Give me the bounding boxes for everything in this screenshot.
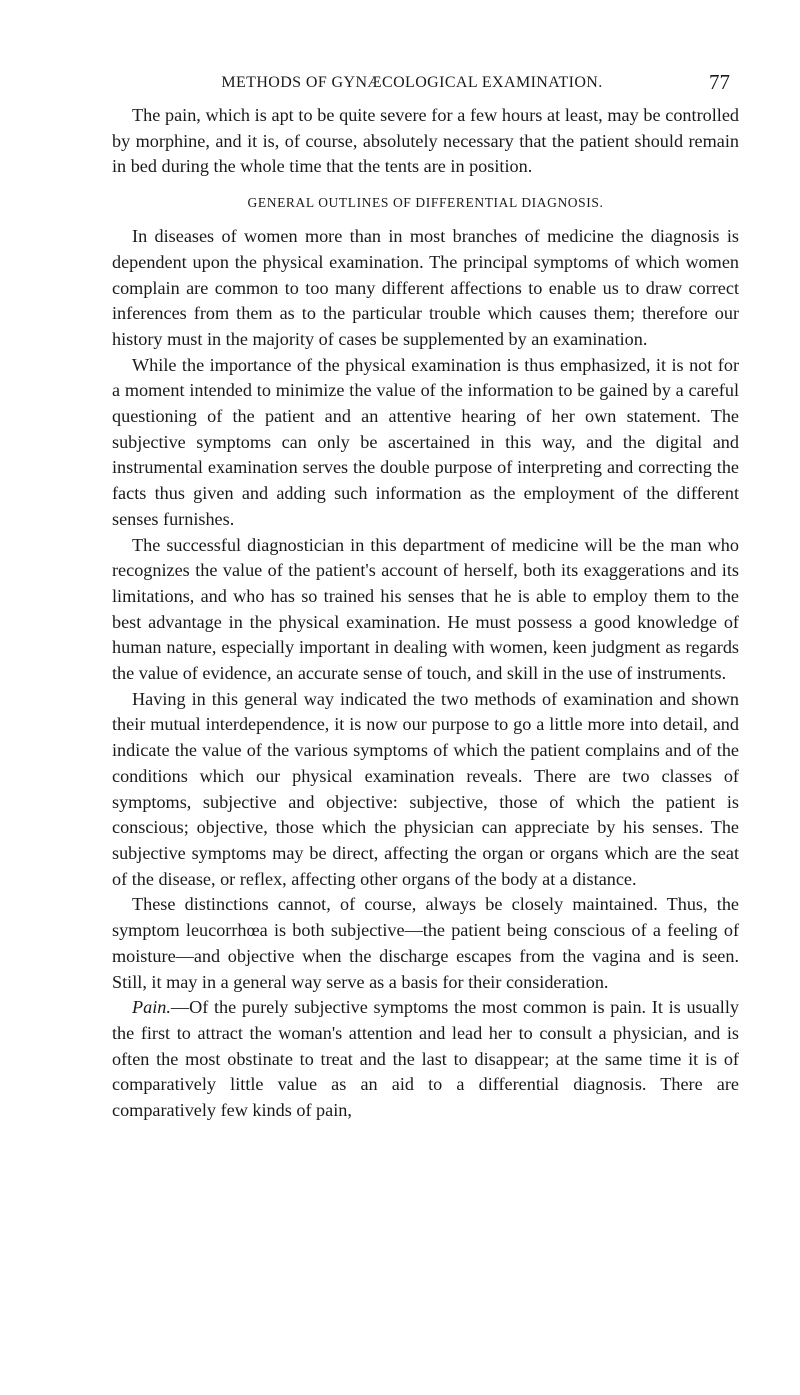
- paragraph: Having in this general way indicated the two methods of examination and shown their mutual interdependence, it is now our purpose to go a little more into detail, and indicate the value of the various symptoms of which the patient complains and of the conditions which our physical examination reveals. There are two classes of symptoms, subjective and objective: subjective, those of which the patient is conscious; objective, those which the physician can appreciate by his senses. The subjective symptoms may be direct, affecting the organ or organs which are the seat of the disease, or reflex, affecting other organs of the body at a distance.: [112, 688, 739, 889]
- page-number: 77: [709, 70, 730, 94]
- run-in-heading: Pain.: [132, 997, 171, 1018]
- paragraph: The successful diagnostician in this department of medicine will be the man who recognizes the value of the patient's account of herself, both its exaggerations and its limitations, and who has so trained his senses that he is able to employ them to the best advantage in the physical examination. He must possess a good knowledge of human nature, especially important in dealing with women, keen judgment as regards the value of evidence, an accurate sense of touch, and skill in the use of instruments.: [112, 534, 739, 684]
- paragraph-text: —Of the purely subjective symptoms the most common is pain. It is usually the first to attract the woman's attention and lead her to consult a physician, and is often the most obstinate to treat and the last to disappear; at the same time it is of comparatively little value as an aid to a differential diagnosis. There are comparatively few kinds of pain,: [112, 997, 739, 1121]
- paragraph: In diseases of women more than in most branches of medicine the diagnosis is dependent upon the physical examination. The principal symptoms of which women complain are common to too many different affections to enable us to draw correct inferences from them as to the particular trouble which causes them; therefore our history must in the majority of cases be supplemented by an examination.: [112, 226, 739, 349]
- paragraph-pain: [112, 995, 739, 1124]
- paragraph: While the importance of the physical examination is thus emphasized, it is not for a moment intended to minimize the value of the information to be gained by a careful questioning of the patient and an attentive hearing of her own statement. The subjective symptoms can only be ascertained in this way, and the digital and instrumental examination serves the double purpose of interpreting and correcting the facts thus given and adding such information as the employment of the different senses furnishes.: [112, 354, 739, 529]
- body-text: [112, 103, 739, 1124]
- section-heading: GENERAL OUTLINES OF DIFFERENTIAL DIAGNOSIS.: [247, 195, 604, 211]
- running-title: METHODS OF GYNÆCOLOGICAL EXAMINATION.: [221, 74, 603, 91]
- paragraph-continuation: The pain, which is apt to be quite severe for a few hours at least, may be controlled by morphine, and it is, of course, absolutely necessary that the patient should remain in bed during the whole time that the tents are in position.: [112, 105, 739, 177]
- paragraph: These distinctions cannot, of course, always be closely maintained. Thus, the symptom leucorrhœa is both subjective—the patient being conscious of a feeling of moisture—and objective when the discharge escapes from the vagina and is seen. Still, it may in a general way serve as a basis for their consideration.: [112, 894, 739, 992]
